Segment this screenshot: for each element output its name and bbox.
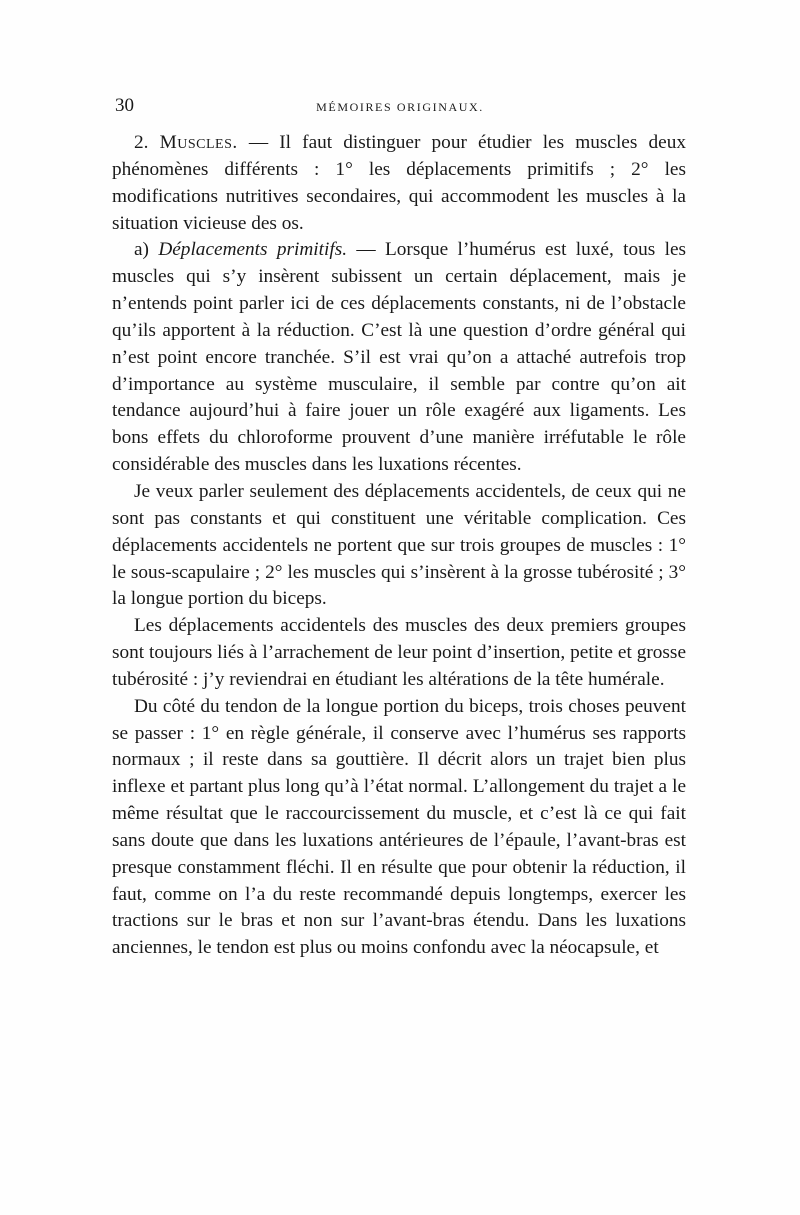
section-number: 2. <box>134 132 149 153</box>
body-text <box>112 130 686 962</box>
paragraph-text: — Il faut distinguer pour étudier les muscles deux phénomènes différents : 1° les déplacements primitifs ; 2° les modifications nutritives secondaires, qui accommodent les muscles à la situation vicieuse des os. <box>112 132 686 234</box>
section-title: Muscles. <box>159 132 238 153</box>
page-number: 30 <box>115 95 134 116</box>
paragraph-deux-premiers-groupes: Les déplacements accidentels des muscles des deux premiers groupes sont toujours liés à l’arrachement de leur point d’insertion, petite et grosse tubérosité : j’y reviendrai en étudiant les altérations de la tête humérale. <box>112 615 686 690</box>
subsection-letter: a) <box>134 239 149 261</box>
paragraph-accidentels: Je veux parler seulement des déplacements accidentels, de ceux qui ne sont pas constants et qui constituent une véritable complication. Ces déplacements accidentels ne portent que sur trois groupes de muscles : 1° le sous-scapulaire ; 2° les muscles qui s’insèrent à la grosse tubérosité ; 3° la longue portion du biceps. <box>112 480 686 610</box>
paragraph-biceps: Du côté du tendon de la longue portion du biceps, trois choses peuvent se passer : 1° en règle générale, il conserve avec l’humérus ses rapports normaux ; il reste dans sa gouttière. Il décrit alors un trajet bien plus inflexe et partant plus long qu’à l’état normal. L’allongement du trajet a le même résultat que le raccourcissement du muscle, et c’est là ce qui fait sans doute que dans les luxations antérieures de l’épaule, l’avant-bras est presque constamment fléchi. Il en résulte que pour obtenir la réduction, il faut, comme on l’a du reste recommandé depuis longtemps, exercer les tractions sur le bras et non sur l’avant-bras étendu. Dans les luxations anciennes, le tendon est plus ou moins confondu avec la néocapsule, et <box>112 695 686 959</box>
paragraph-muscles <box>112 130 686 237</box>
paragraph-text: — Lorsque l’humérus est luxé, tous les muscles qui s’y insèrent subissent un certain déplacement, mais je n’entends point parler ici de ces déplacements constants, ni de l’obstacle qu’ils apportent à la réduction. C’est là une question d’ordre général qui n’est point encore tranchée. S’il est vrai qu’on a attaché autrefois trop d’importance au système musculaire, il semble par contre qu’on ait tendance aujourd’hui à faire jouer un rôle exagéré aux ligaments. Les bons effets du chloroforme prouvent d’une manière irréfutable le rôle considérable des muscles dans les luxations récentes. <box>112 239 687 476</box>
subsection-title: Déplacements primitifs. <box>158 239 348 261</box>
running-head: MÉMOIRES ORIGINAUX. <box>316 100 484 114</box>
paragraph-deplacements-primitifs <box>112 237 686 479</box>
page-header <box>115 95 685 119</box>
